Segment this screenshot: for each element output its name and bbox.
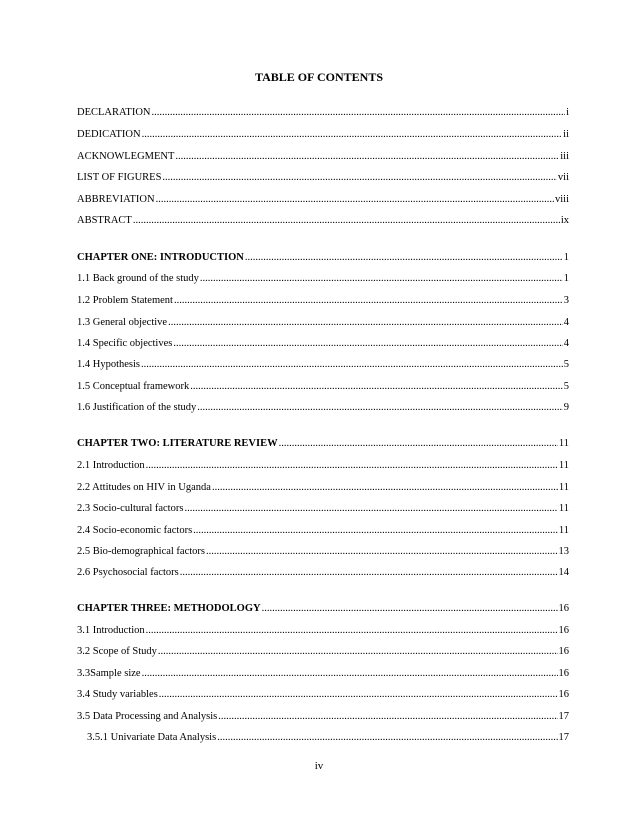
toc-entry-label: ABBREVIATION [77,194,155,205]
toc-entry[interactable] [77,645,569,659]
dot-leader [158,645,558,659]
toc-entry-page: 16 [558,603,569,614]
toc-chapter-label: CHAPTER TWO: LITERATURE REVIEW [77,438,278,449]
toc-entry-page: vii [557,172,569,183]
page-title: TABLE OF CONTENTS [254,70,384,84]
dot-leader [174,294,563,308]
toc-entry-page: 11 [558,460,569,471]
toc-entry-label: LIST OF FIGURES [77,172,162,183]
toc-entry-page: 11 [558,503,569,514]
dot-leader [262,602,558,616]
dot-leader [146,459,558,473]
dot-leader [184,502,557,516]
dot-leader [193,524,558,538]
toc-entry-label: 3.3Sample size [77,668,141,679]
toc-list [77,0,569,826]
toc-entry-page: 11 [558,482,569,493]
toc-entry-page: 3 [563,295,569,306]
toc-entry-label: 2.4 Socio-economic factors [77,525,193,536]
toc-entry[interactable] [77,624,569,638]
toc-entry-label: 3.4 Study variables [77,689,158,700]
toc-entry-page: viii [554,194,569,205]
toc-entry[interactable] [77,545,569,559]
toc-entry-label: 2.5 Bio-demographical factors [77,546,205,557]
toc-entry-label: ACKNOWLEGMENT [77,151,175,162]
toc-entry[interactable] [77,710,569,724]
toc-entry-page: 13 [558,546,569,557]
toc-entry-dedication[interactable] [77,128,569,142]
dot-leader [168,316,563,330]
toc-chapter-label: CHAPTER THREE: METHODOLOGY [77,603,261,614]
toc-entry-abbreviation[interactable] [77,193,569,207]
toc-entry-page: ii [563,129,569,140]
toc-entry-page: 14 [558,567,569,578]
dot-leader [142,128,563,142]
dot-leader [152,106,566,120]
dot-leader [197,401,562,415]
toc-entry-declaration[interactable] [77,106,569,120]
dot-leader [142,667,558,681]
toc-entry-label: 1.1 Back ground of the study [77,273,199,284]
dot-leader [279,437,558,451]
toc-entry[interactable] [77,294,569,308]
dot-leader [245,251,563,265]
dot-leader [173,337,562,351]
toc-entry-label: ABSTRACT [77,215,132,226]
toc-entry-page: i [566,107,569,118]
toc-entry-page: 16 [558,668,569,679]
dot-leader [190,380,562,394]
toc-entry[interactable] [77,688,569,702]
toc-entry[interactable] [77,566,569,580]
toc-entry-label: 3.5.1 Univariate Data Analysis [87,732,217,743]
toc-entry[interactable] [77,358,569,372]
toc-entry-label: 3.1 Introduction [77,625,145,636]
toc-entry[interactable] [77,337,569,351]
toc-entry-list-of-figures[interactable] [77,171,569,185]
dot-leader [156,193,554,207]
toc-entry-label: 1.2 Problem Statement [77,295,173,306]
toc-entry-subsection[interactable] [87,731,569,745]
toc-entry-label: DECLARATION [77,107,151,118]
toc-entry-page: iii [560,151,569,162]
toc-chapter-three[interactable] [77,602,569,616]
toc-entry-label: 1.6 Justification of the study [77,402,197,413]
toc-chapter-label: CHAPTER ONE: INTRODUCTION [77,252,244,263]
toc-entry-label: 1.4 Hypothesis [77,359,140,370]
toc-chapter-one[interactable] [77,251,569,265]
dot-leader [175,150,559,164]
toc-entry[interactable] [77,502,569,516]
toc-entry-label: 2.6 Psychosocial factors [77,567,179,578]
toc-entry-label: 2.2 Attitudes on HIV in Uganda [77,482,211,493]
dot-leader [217,731,557,745]
dot-leader [159,688,558,702]
toc-entry-page: 1 [563,252,569,263]
toc-entry-page: 9 [563,402,569,413]
toc-entry[interactable] [77,459,569,473]
toc-entry-acknowledgment[interactable] [77,150,569,164]
toc-entry-abstract[interactable] [77,214,569,228]
toc-entry-label: DEDICATION [77,129,141,140]
toc-entry[interactable] [77,401,569,415]
dot-leader [162,171,557,185]
toc-entry-page: 5 [563,381,569,392]
toc-entry-label: 2.3 Socio-cultural factors [77,503,184,514]
toc-entry-page: 4 [563,338,569,349]
toc-entry[interactable] [77,481,569,495]
toc-entry-label: 1.3 General objective [77,317,168,328]
page-number: iv [314,760,324,772]
toc-entry-page: 11 [558,525,569,536]
toc-entry-label: 1.5 Conceptual framework [77,381,190,392]
toc-entry-page: 1 [563,273,569,284]
toc-entry-page: 17 [558,732,569,743]
toc-entry[interactable] [77,272,569,286]
toc-chapter-two[interactable] [77,437,569,451]
toc-entry-label: 1.4 Specific objectives [77,338,173,349]
toc-entry-label: 3.5 Data Processing and Analysis [77,711,218,722]
dot-leader [200,272,563,286]
dot-leader [146,624,558,638]
toc-entry-label: 2.1 Introduction [77,460,145,471]
toc-entry-page: 16 [558,689,569,700]
toc-entry-page: 16 [558,625,569,636]
dot-leader [180,566,558,580]
toc-entry-label: 3.2 Scope of Study [77,646,157,657]
toc-entry-page: 5 [563,359,569,370]
toc-entry[interactable] [77,380,569,394]
toc-entry[interactable] [77,667,569,681]
dot-leader [206,545,558,559]
toc-entry-page: 17 [558,711,569,722]
dot-leader [133,214,560,228]
dot-leader [141,358,563,372]
dot-leader [212,481,558,495]
toc-entry-page: 16 [558,646,569,657]
toc-entry-page: ix [560,215,569,226]
toc-entry[interactable] [77,524,569,538]
toc-entry[interactable] [77,316,569,330]
dot-leader [218,710,557,724]
toc-entry-page: 4 [563,317,569,328]
toc-entry-page: 11 [558,438,569,449]
